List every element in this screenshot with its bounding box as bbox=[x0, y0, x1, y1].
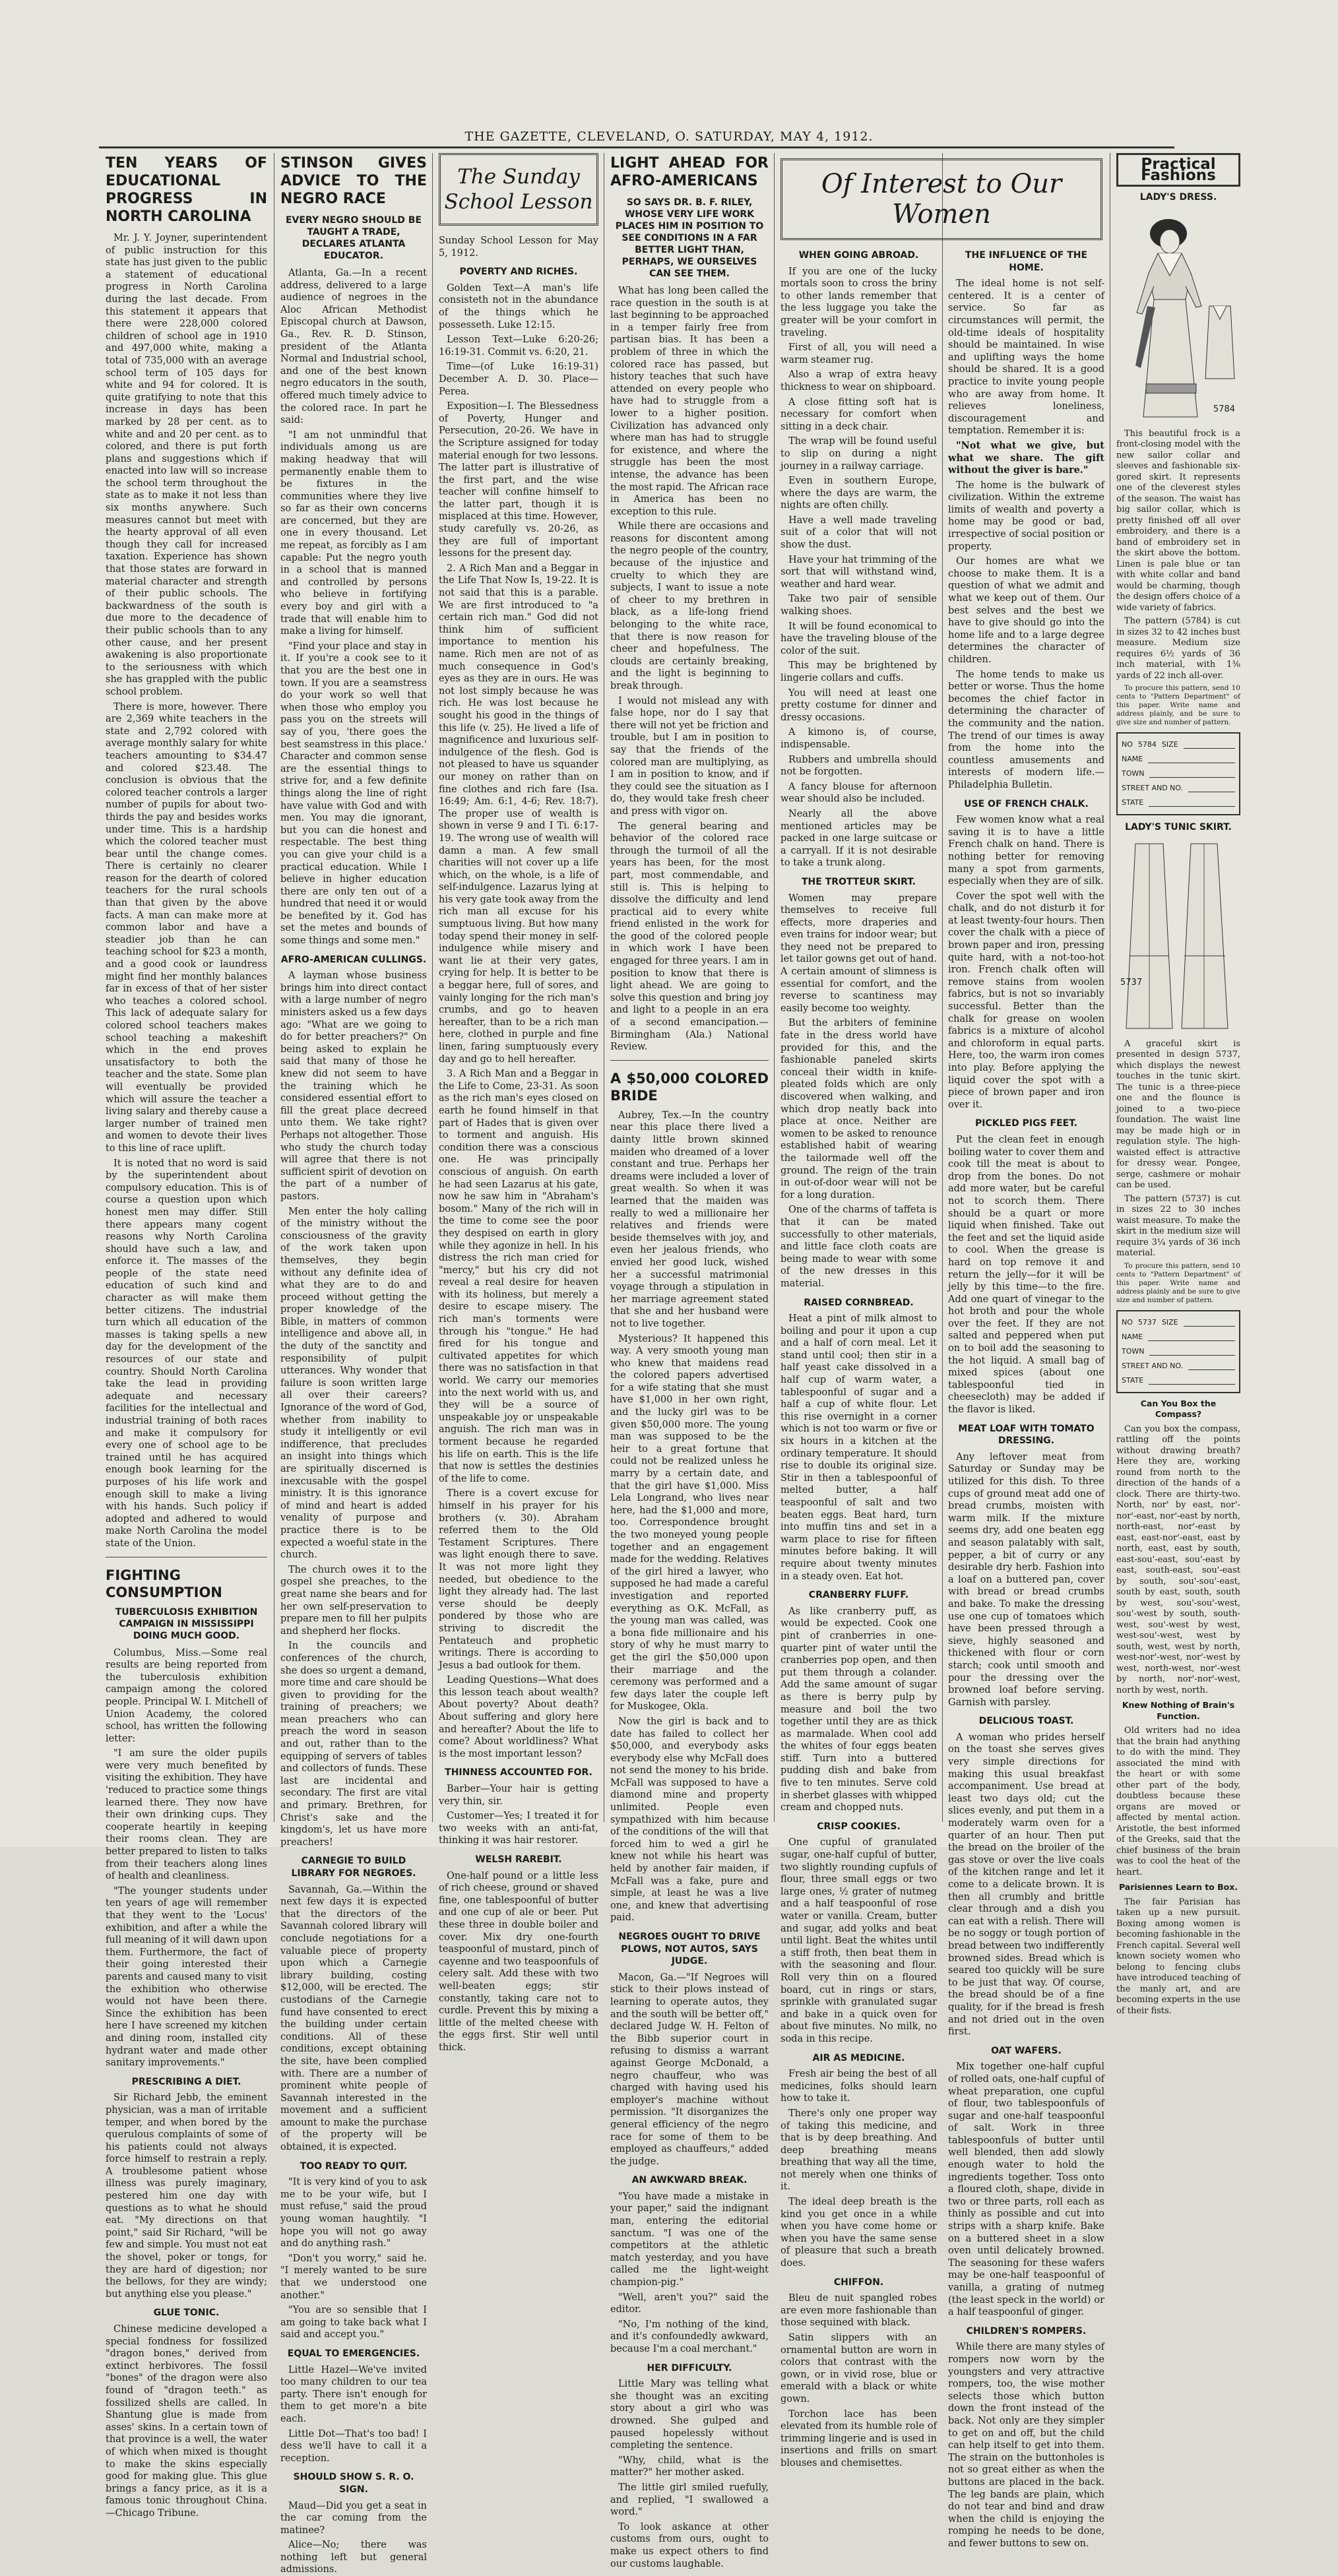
coupon-row bbox=[1122, 781, 1235, 796]
headline-poverty-and-riches: POVERTY AND RICHES. bbox=[459, 267, 578, 278]
paragraph: Exposition—I. The Blessedness of Poverty, Hunger and Persecution, 20-26. We have in the Scripture assigned for today material enough for two lessons. The latter part is illustrative of the first part, and the wise teacher will confine himself to the latter part, though it is misplaced at this time. However, study carefully vs. 20-26, as they are full of important lessons for the present day. bbox=[439, 401, 598, 559]
headline-delicious-toast: DELICIOUS TOAST. bbox=[978, 1716, 1074, 1727]
column-4 bbox=[610, 153, 769, 2569]
coupon-street-label: STREET AND NO. bbox=[1122, 1361, 1184, 1370]
order-coupon-5784[interactable] bbox=[1116, 732, 1240, 815]
headline-ladys-dress: LADY'S DRESS. bbox=[1139, 192, 1217, 203]
headline-influence-of-home: THE INFLUENCE OF THE HOME. bbox=[965, 250, 1088, 273]
headline-childrens-rompers: CHILDREN'S ROMPERS. bbox=[966, 2325, 1087, 2337]
paragraph: Savannah, Ga.—Within the next few days it is expected that the directors of the Savannah colored library will conclude negotiations for a valuable piece of property upon which a Carnegie library building, costing $12,000, will be erected. The custodians of the Carnegie fund have consented to erect the building under certain conditions. All of these conditions, except obtaining the site, have been complied with. There are a number of prominent white people of Savannah interested in the movement and a sufficient amount to make the purchase of the property will be obtained, it is expected. bbox=[280, 1884, 427, 2153]
paragraph: The fair Parisian has taken up a new pursuit. Boxing among women is becoming fashionable in the French capital. Several well known society women who belong to fencing clubs have introduced teaching of the manly art, and are becoming experts in the use of their fists. bbox=[1116, 1897, 1240, 2016]
paragraph: Heat a pint of milk almost to boiling and pour it upon a cup and a half of corn meal. Let it stand until cool; then stir in a half yeast cake dissolved in a half cup of warm water, a tablespoonful of sugar and a half a cup of white flour. Let this rise overnight in a corner which is not too warm or five or six hours in a kitchen at the ordinary temperature. It should rise to double its original size. Stir in then a tablespoonful of melted butter, a half teaspoonful of salt and two beaten eggs. Beat hard, turn into muffin tins and set in a warm place to rise for fifteen minutes before baking. It will require about twenty minutes in a steady oven. Eat hot. bbox=[780, 1313, 937, 1582]
headline-equal-to-emergencies: EQUAL TO EMERGENCIES. bbox=[287, 2348, 420, 2359]
column-rule bbox=[774, 153, 775, 1822]
paragraph: Old writers had no idea that the brain had anything to do with the mind. They associated the mind with the heart or with some other part of the body, doubtless because these organs are moved or affected by mental action. Aristotle, the best informed of the Greeks, said that the chief business of the brain was to cool the heat of the heart. bbox=[1116, 1726, 1240, 1877]
pattern-number: 5737 bbox=[1120, 978, 1143, 988]
paragraph: Sir Richard Jebb, the eminent physician, was a man of irritable temper, and when bored by the querulous complaints of some of his patients could not always force himself to restrain a reply. A troublesome patient whose illness was purely imaginary, pestered him one day with questions as to what he should eat. "My directions on that point," said Sir Richard, "will be few and simple. You must not eat the shovel, poker or tongs, for they are hard of digestion; nor the bellows, for they are windy; but anything else you please." bbox=[106, 2092, 267, 2300]
coupon-state-label: STATE bbox=[1122, 1375, 1144, 1385]
headline-awkward-break: AN AWKWARD BREAK. bbox=[631, 2175, 748, 2186]
coupon-street-field[interactable] bbox=[1188, 1359, 1235, 1370]
coupon-street-label: STREET AND NO. bbox=[1122, 784, 1184, 792]
paragraph: Macon, Ga.—"If Negroes will stick to their plows instead of learning to operate autos, they and the south will be better off," declared Judge W. H. Felton of the Bibb superior court in refusing to dismiss a warrant against George McDonald, a negro chauffeur, who was charged with having used his employer's machine without permission. "It disorganizes the general efficiency of the negro race for some of them to be employed as chauffeurs," added the judge. bbox=[610, 1972, 769, 2167]
headline-parisiennes-box: Parisiennes Learn to Box. bbox=[1118, 1882, 1238, 1892]
headline-colored-bride: A $50,000 COLORED BRIDE bbox=[610, 1070, 769, 1104]
headline-chiffon: CHIFFON. bbox=[833, 2277, 884, 2288]
paragraph: But the arbiters of feminine fate in the dress world have provided for this, and the fashionable paneled skirts conceal their width in knife-pleated folds which are only discovered when walking, and which drop neatly back into place at once. Neither are women to be asked to renounce established habit of wearing the tailormade well off the ground. The reign of the train in out-of-door wear will not be for a long duration. bbox=[780, 1018, 937, 1201]
paragraph: What has long been called the race question in the south is at last beginning to be approached in a temper fairly free from partisan bias. It has been a problem of three in which the colored race has passed, but history teaches that such have attended on every people who have had to struggle from a lower to a higher position. Civilization has advanced only where man has had to struggle for existence, and where the struggle has been the most intense, the advance has been the most rapid. The African race in America has been no exception to this rule. bbox=[610, 286, 769, 517]
coupon-no-value: 5737 bbox=[1137, 1317, 1157, 1327]
paragraph: "Don't you worry," said he. "I merely wanted to be sure that we understood one another." bbox=[280, 2253, 427, 2301]
headline-sro-sign: SHOULD SHOW S. R. O. SIGN. bbox=[293, 2472, 414, 2495]
paragraph: A layman whose business brings him into direct contact with a large number of negro ministers asked us a few days ago: "What are we going to do for better preachers?" On being asked to explain he said that many of those he knew did not seem to have the training which he considered essential effort to fill the great place decreed unto them. We take right? Perhaps not altogether. Those who study the church today will agree that there is not sufficient spirit of devotion on the part of a number of pastors. bbox=[280, 970, 427, 1202]
paragraph: To procure this pattern, send 10 cents to "Pattern Department" of this paper. Write name and address plainly and be sure to give size and number of pattern. bbox=[1116, 1261, 1240, 1304]
paragraph: Can you box the compass, rattling off the points without drawing breath? Here they are, working round from north to the direction of the hands of a clock. There are thirty-two. North, nor' by east, nor'-nor'-east, nor'-east by north, north-east, nor'-east by east, east-nor'-east, east by north, east, east by south, east-sou'-east, sou'-east by east, south-east, sou'-east by south, sou'-sou'-east, south by east, south, south by west, sou'-sou'-west, sou'-west by south, south-west, sou'-west by west, west-sou'-west, west by south, west, west by north, west-nor'-west, nor'-west by west, north-west, nor'-west by north, nor'-nor'-west, north by west, north. bbox=[1116, 1424, 1240, 1695]
headline-crisp-cookies: CRISP COOKIES. bbox=[817, 1821, 901, 1832]
column-6 bbox=[948, 249, 1104, 2549]
box-title-line-1: The Sunday bbox=[457, 165, 580, 189]
paragraph: As like cranberry puff, as would be expected. Cook one pint of cranberries in one-quarter pint of water until the cranberries pop open, and then put them through a colander. Add the same amount of sugar as there is berry pulp by measure and boil the two together until they are as thick as marmalade. When cool add the whites of four eggs beaten stiff. Turn into a buttered pudding dish and bake from five to ten minutes. Serve cold in sherbet glasses with whipped cream and chopped nuts. bbox=[780, 1606, 937, 1813]
paragraph: "Why, child, what is the matter?" her mother asked. bbox=[610, 2455, 769, 2478]
paragraph: Little Dot—That's too bad! I dess we'll have to call it a reception. bbox=[280, 2428, 427, 2464]
paragraph: Satin slippers with an ornamental button are worn in colors that contrast with the gown, or in vivid rose, blue or emerald with a black or white gown. bbox=[780, 2333, 937, 2404]
coupon-state-label: STATE bbox=[1122, 798, 1144, 807]
paragraph: "I am not unmindful that individuals among us are making headway that will permanently enable them to be fixtures in the communities where they live so far as their own concerns are concerned, but they are one in every thousand. Let me repeat, as forcibly as I am capable: Put the negro youth in a school that is manned and controlled by persons who believe in fortifying every boy and girl with a trade that will enable him to make a living for himself. bbox=[280, 429, 427, 637]
paragraph: First of all, you will need a warm steamer rug. bbox=[780, 342, 937, 365]
subhead: SO SAYS DR. B. F. RILEY, WHOSE VERY LIFE WORK PLACES HIM IN POSITION TO SEE CONDITIONS IN A FAR BETTER LIGHT THAN, PERHAPS, WE OURSELVES CAN SEE THEM. bbox=[615, 197, 764, 279]
paragraph: A fancy blouse for afternoon wear should also be included. bbox=[780, 781, 937, 805]
practical-fashions-banner: Practical Fashions bbox=[1116, 153, 1240, 187]
coupon-size-field[interactable] bbox=[1184, 1315, 1235, 1327]
paragraph: Cover the spot well with the chalk, and do not disturb it for at least twenty-four hours. Then cover the chalk with a piece of brown paper and iron, pressing quite hard, with a not-too-hot iron. French chalk often will remove stains from woolen fabrics, but is not so invariably successful. Better than the chalk for grease on woolen fabrics is a mixture of alcohol and chloroform in equal parts. Here, too, the warm iron comes into play. Before applying the liquid cover the spot with a piece of brown paper and iron over it. bbox=[948, 891, 1104, 1110]
paragraph: Take two pair of sensible walking shoes. bbox=[780, 594, 937, 617]
coupon-size-label: SIZE bbox=[1161, 740, 1178, 749]
paragraph: 2. A Rich Man and a Beggar in the Life That Now Is, 19-22. It is not said that this is a parable. We are first introduced to "a certain rich man." God did not think him of sufficient importance to mention his name. Rich men are not of as much consequence in God's eyes as they are in ours. He was not lost simply because he was rich. He was lost because he sought his good in the things of this life (v. 25). He lived a life of magnificence and luxurious self-indulgence of the flesh. God is not pleased to have us squander our money on rather than on fine clothes and rich fare (Isa. 16:49; Am. 6:1, 4-6; Rev. 18:7). The proper use of wealth is shown in verse 9 and I Ti. 6:17-19. The wrong use of wealth will damn a man. A few small charities will not cover up a life which, on the whole, is a life of self-indulgence. Lazarus lying at his very gate took away from the rich man all excuse for his sumptuous living. But how many today spend their money in self-indulgence while misery and want lie at their very gates, crying for help. It is better to be a beggar here, full of sores, and vainly longing for the rich man's crumbs, and go to heaven hereafter, than to be a rich man here, clothed in purple and fine linen, faring sumptuously every day and go to hell hereafter. bbox=[439, 563, 598, 1065]
paragraph: One-half pound or a little less of rich cheese, ground or shaved fine, one tablespoonful of butter and one cup of ale or beer. Put these three in double boiler and cover. Mix dry one-fourth teaspoonful of mustard, pinch of cayenne and two teaspoonfuls of celery salt. Add these with two well-beaten eggs; stir constantly, taking care not to curdle. Prevent this by mixing a little of the melted cheese with the eggs first. Stir well until thick. bbox=[439, 1870, 598, 2053]
coupon-row bbox=[1122, 1344, 1235, 1359]
paragraph: Alice—No; there was nothing left but general admissions. bbox=[280, 2540, 427, 2575]
paragraph: Atlanta, Ga.—In a recent address, delivered to a large audience of negroes in the Aloc African Methodist Episcopal church at Dawson, Ga., Rev. R. D. Stinson, president of the Atlanta Normal and Industrial school, and one of the best known negro educators in the south, offered much timely advice to the colored race. In part he said: bbox=[280, 268, 427, 426]
paragraph: Fresh air being the best of all medicines, folks should learn how to take it. bbox=[780, 2069, 937, 2104]
paragraph: While there are many styles of rompers now worn by the youngsters and very attractive rompers, too, the wise mother selects those which button down the front instead of the back. Not only are they simpler to get on and off, but the child can help itself to get into them. The strain on the buttonholes is not so great either as when the buttons are placed in the back. The leg bands are plain, which do not tear and bind and draw when the child is enjoying the romping he needs to be done, and fewer buttons to sew on. bbox=[948, 2342, 1104, 2549]
paragraph: Aubrey, Tex.—In the country near this place there lived a dainty little brown skinned maiden who dreamed of a lover constant and true. Perhaps her dreams were included a lover of great wealth. So when it was learned that the maiden was really to wed a millionaire her relatives and friends were beside themselves with joy, and even her jealous friends, who envied her good luck, wished her a successful matrimonial voyage through a stipulation in her marriage agreement stated that she and her husband were not to live together. bbox=[610, 1110, 769, 1329]
paragraph: Columbus, Miss.—Some real results are being reported from the tuberculosis exhibition campaign among the colored people. Principal W. I. Mitchell of Union Academy, the colored school, has written the following letter: bbox=[106, 1647, 267, 1744]
coupon-row bbox=[1122, 752, 1235, 767]
paragraph: Torchon lace has been elevated from its humble role of trimming lingerie and is used in insertions and frills on smart blouses and chemisettes. bbox=[780, 2408, 937, 2468]
paragraph: To procure this pattern, send 10 cents to "Pattern Department" of this paper. Write name and address plainly, and be sure to give size and number of pattern. bbox=[1116, 684, 1240, 726]
headline-oat-wafers: OAT WAFERS. bbox=[991, 2045, 1062, 2056]
coupon-row bbox=[1122, 738, 1235, 752]
paragraph: There is a covert excuse for himself in his prayer for his brothers (v. 30). Abraham referred them to the Old Testament Scriptures. There was light enough there to save. It was not more light they needed, but obedience to the light they already had. The last verse should be deeply pondered by those who are striving to discredit the Pentateuch and prophetic writings. There is according to Jesus a bad outlook for them. bbox=[439, 1488, 598, 1671]
dress-figure-icon bbox=[1117, 207, 1240, 425]
subhead: EVERY NEGRO SHOULD BE TAUGHT A TRADE, DECLARES ATLANTA EDUCATOR. bbox=[285, 215, 422, 261]
headline-ladys-tunic-skirt: LADY'S TUNIC SKIRT. bbox=[1125, 822, 1232, 832]
column-rule bbox=[432, 153, 433, 1822]
headline-carnegie-library: CARNEGIE TO BUILD LIBRARY FOR NEGROES. bbox=[291, 1856, 416, 1879]
paragraph: A close fitting soft hat is necessary for comfort when sitting in a deck chair. bbox=[780, 396, 937, 432]
paragraph: The general bearing and behavior of the colored race through the turmoil of all the years has been, for the most part, most commendable, and still is. This is helping to dissolve the difficulty and lend practical aid to every white friend enlisted in the work for the good of the colored people in which work I have been engaged for three years. I am in position to know that there is light ahead. We are going to solve this question and bring joy and light to a people in an era of a second emancipation.—Birmingham (Ala.) National Review. bbox=[610, 821, 769, 1053]
running-head: THE GAZETTE, CLEVELAND, O. SATURDAY, MAY 4, 1912. bbox=[464, 129, 874, 144]
paragraph: A kimono is, of course, indispensable. bbox=[780, 727, 937, 750]
paragraph: Have a well made traveling suit of a color that will not show the dust. bbox=[780, 515, 937, 551]
paragraph: Mix together one-half cupful of rolled oats, one-half cupful of wheat preparation, one cupful of flour, two tablespoonfuls of sugar and one-half teaspoonful of salt. Work in three tablespoonfuls of butter until well blended, then add slowly enough water to hold the ingredients together. Toss onto a floured cloth, shape, divide in two or three parts, roll each as thinly as possible and cut into strips with a sharp knife. Bake on a buttered sheet in a slow oven until delicately browned. The seasoning for these wafers may be one-half teaspoonful of vanilla, a grating of nutmeg (the least speck in the world) or a half teaspoonful of ginger. bbox=[948, 2061, 1104, 2318]
paragraph: Any leftover meat from Saturday or Sunday may be utilized for this dish. To three cups of ground meat add one of bread crumbs, moisten with warm milk. If the mixture seems dry, add one beaten egg and season palatably with salt, pepper, a bit of curry or any desirable dry herb. Fashion into a loaf on a buttered pan, cover with bread or bread crumbs and bake. To make the dressing use one cup of tomatoes which have been pressed through a sieve, highly seasoned and thickened with flour or corn starch; cook until smooth and pour the dressing over the browned loaf before serving. Garnish with parsley. bbox=[948, 1451, 1104, 1708]
paragraph: Our homes are what we choose to make them. It is a question of what we admit and what we keep out of them. Our best selves and the best we have to give should go into the home life and to a large degree determines the character of children. bbox=[948, 556, 1104, 665]
paragraph: "No, I'm nothing of the kind, and it's confoundedly awkward, because I'm a coal merchant." bbox=[610, 2319, 769, 2354]
paragraph: To look askance at other customs from ours, ought to make us expect others to find our customs laughable. bbox=[610, 2521, 769, 2569]
paragraph: One of the charms of taffeta is that it can be mated successfully to other materials, and little face cloth coats are being made to wear with some of the new dresses in this material. bbox=[780, 1205, 937, 1289]
headline-stinson-advice: STINSON GIVES ADVICE TO THE NEGRO RACE bbox=[280, 155, 427, 207]
dress-illustration bbox=[1116, 207, 1240, 425]
paragraph: The ideal home is not self-centered. It is a center of service. So far as circumstances will permit, the old-time ideals of hospitality should be maintained. In wise and uplifting ways the home should be shared. It is a good practice to invite young people who are away from home. It relieves loneliness, discouragement and temptation. Remember it is: bbox=[948, 278, 1104, 437]
headline-air-as-medicine: AIR AS MEDICINE. bbox=[812, 2052, 905, 2063]
skirt-illustration bbox=[1116, 837, 1240, 1035]
paragraph: "Well, aren't you?" said the editor. bbox=[610, 2292, 769, 2315]
paragraph: You will need at least one pretty costume for dinner and dressy occasions. bbox=[780, 687, 937, 723]
paragraph: Chinese medicine developed a special fondness for fossilized "dragon bones," derived from extinct herbivores. The fossil "bones" of the dragon were also found of "dragon teeth." as fossilized shells are called. In Shantung glue is made from asses' skins. In a certain town of that province is a well, the water of which when mixed is thought to make the skins especially good for making glue. This glue brings a fancy price, as it is a famous tonic throughout China.—Chicago Tribune. bbox=[106, 2324, 267, 2519]
quote: "Not what we give, but what we share. The gift without the giver is bare." bbox=[948, 439, 1104, 476]
paragraph: The church owes it to the gospel she preaches, to the great name she bears and for her own self-preservation to prepare men to fill her pulpits and shepherd her flocks. bbox=[280, 1564, 427, 1637]
paragraph: This beautiful frock is a front-closing model with the new sailor collar and sleeves and fashionable six-gored skirt. It represents one of the cleverest styles of the season. The waist has big sailor collar, which is pretty finished off all over embroidery, and there is a band of embroidery set in the skirt above the bottom. Linen is pale blue or tan with white collar and band would be charming, though the design offers choice of a wide variety of fabrics. bbox=[1116, 428, 1240, 613]
headline-prescribing-diet: PRESCRIBING A DIET. bbox=[131, 2076, 241, 2087]
paragraph: "I am sure the older pupils were very much benefited by visiting the exhibition. They have 'reduced to practice some things learned there. They now have their own drinking cups. They cooperate heartily in keeping their rooms clean. They are better prepared to listen to talks from their teachers along lines of health and cleanliness. bbox=[106, 1748, 267, 1882]
coupon-row bbox=[1122, 1373, 1235, 1388]
coupon-town-label: TOWN bbox=[1122, 769, 1145, 778]
coupon-no-value: 5784 bbox=[1137, 740, 1157, 749]
paragraph: "Find your place and stay in it. If you're a cook see to it that you are the best one in town. If you are a seamstress do your work so well that when those who employ you pass you on the streets will say of you, 'there goes the best seamstress in this place.' Character and common sense are the essential things to strive for, and a few definite things along the line of right have value with God and with men. You may die ignorant, but you can die honest and respectable. The best thing you can give your child is a practical education. While I believe in higher education there are only ten out of a hundred that need it or would be benefited by it. God has set the metes and bounds of some things and some men." bbox=[280, 641, 427, 947]
box-title-line-2: School Lesson bbox=[444, 190, 593, 214]
coupon-town-label: TOWN bbox=[1122, 1346, 1145, 1356]
coupon-name-field[interactable] bbox=[1148, 752, 1235, 763]
paragraph: The pattern (5784) is cut in sizes 32 to 42 inches bust measure. Medium size requires 6½ yards of 36 inch material, with 1⅜ yards of 22 inch all-over. bbox=[1116, 616, 1240, 681]
coupon-name-field[interactable] bbox=[1148, 1330, 1235, 1341]
paragraph: Customer—Yes; I treated it for two weeks with an anti-fat, thinking it was hair restorer. bbox=[439, 1811, 598, 1846]
coupon-row bbox=[1122, 796, 1235, 810]
sunday-school-lesson-box bbox=[439, 153, 598, 226]
paragraph: A graceful skirt is presented in design 5737, which displays the newest touches in the tunic skirt. The tunic is a three-piece one and the flounce is joined to a two-piece foundation. The waist line may be made high or in regulation style. The high-waisted effect is attractive for dressy wear. Pongee, serge, cashmere or mohair can be used. bbox=[1116, 1038, 1240, 1190]
paragraph: The home is the bulwark of civilization. Within the extreme limits of wealth and poverty a home may be good or bad, irrespective of social position or property. bbox=[948, 480, 1104, 552]
paragraph: "It is very kind of you to ask me to be your wife, but I must refuse," said the proud young woman haughtily. "I hope you will not go away and do anything rash." bbox=[280, 2177, 427, 2249]
coupon-state-field[interactable] bbox=[1149, 1373, 1235, 1385]
paragraph: Golden Text—A man's life consisteth not in the abundance of the things which he possesseth. Luke 12:15. bbox=[439, 282, 598, 330]
paragraph: In the councils and conferences of the church, she does so urgent a demand, more time and care should be given to providing for the training of preachers; we mean preachers who can preach the word in season and out, rather than to the equipping of servers of tables and collectors of funds. These last are incidental and secondary. The first are vital and primary. Brethren, for Christ's sake and the kingdom's, let us have more preachers! bbox=[280, 1641, 427, 1848]
headline-afro-american-cullings: AFRO-AMERICAN CULLINGS. bbox=[280, 954, 427, 965]
paragraph: "You have made a mistake in your paper," said the indignant man, entering the editorial sanctum. "I was one of the competitors at the athletic match yesterday, and you have called me the light-weight champion-pig." bbox=[610, 2191, 769, 2288]
headline-thinness: THINNESS ACCOUNTED FOR. bbox=[445, 1767, 592, 1778]
headline-french-chalk: USE OF FRENCH CHALK. bbox=[964, 798, 1089, 809]
coupon-name-label: NAME bbox=[1122, 755, 1143, 763]
coupon-town-field[interactable] bbox=[1149, 1344, 1235, 1356]
column-7 bbox=[1116, 153, 1240, 2016]
paragraph: Time—(of Luke 16:19-31) December A. D. 30. Place—Perea. bbox=[439, 361, 598, 397]
coupon-no-label: NO bbox=[1122, 740, 1133, 749]
paragraph: If you are one of the lucky mortals soon to cross the briny to other lands remember that the less luggage you take the greater will be your comfort in traveling. bbox=[780, 266, 937, 338]
coupon-size-label: SIZE bbox=[1161, 1317, 1178, 1327]
coupon-row bbox=[1122, 767, 1235, 781]
paragraph: Rubbers and umbrella should not be forgotten. bbox=[780, 754, 937, 778]
paragraph: It is noted that no word is said by the superintendent about compulsory education. This is of course a question upon which honest men may differ. Still there appears many cogent reasons why North Carolina should have such a law, and enforce it. The masses of the people of the state need education of such kind and character as will make them better citizens. The industrial turn which all education of the masses is taking spells a new day for the development of the resources of our state and country. Should North Carolina take the lead in providing adequate and necessary facilities for the intellectual and industrial training of both races and make it compulsory for every one of school age to be trained until he has acquired enough book learning for the purposes of his life work and enough skill to make a living with his hands. Such policy if adopted and adhered to would make North Carolina the model state of the Union. bbox=[106, 1158, 267, 1549]
paragraph: Men enter the holy calling of the ministry without the consciousness of the gravity of the work taken upon themselves, they begin without any definite idea of what they are to do and proceed without getting the proper knowledge of the Bible, in matters of common intelligence and above all, in the duty of the sanctity and responsibility of pulpit utterances. Why wonder that failure is soon written large all over their careers? Ignorance of the word of God, whether from inability to study it intelligently or evil indifference, that precludes an insight into things which are spiritually discerned is inexcusable with the gospel ministry. It is this ignorance of mind and heart is added venality of purpose and practice there is to be expected a woeful state in the church. bbox=[280, 1206, 427, 1561]
paragraph: Leading Questions—What does this lesson teach about wealth? About poverty? About death? About suffering and glory here and hereafter? About the life to come? About worldliness? What is the most important lesson? bbox=[439, 1675, 598, 1759]
paragraph: "You are so sensible that I am going to take back what I said and accept you." bbox=[280, 2305, 427, 2340]
headline-cranberry-fluff: CRANBERRY FLUFF. bbox=[808, 1590, 909, 1601]
coupon-row bbox=[1122, 1359, 1235, 1373]
coupon-street-field[interactable] bbox=[1188, 781, 1235, 792]
headline-welsh-rarebit: WELSH RAREBIT. bbox=[475, 1854, 562, 1865]
coupon-row bbox=[1122, 1315, 1235, 1330]
paragraph: While there are occasions and reasons for discontent among the negro people of the country, because of the injustice and cruelty to which they are subjects, I want to issue a note of cheer to my brethren in black, as a life-long friend belonging to the white race, that there is now reason for cheer and hopefulness. The clouds are certainly breaking, and the light is beginning to break through. bbox=[610, 521, 769, 691]
headline-plows-not-autos: NEGROES OUGHT TO DRIVE PLOWS, NOT AUTOS, SAYS JUDGE. bbox=[618, 1932, 761, 1967]
headline-pickled-pigs-feet: PICKLED PIGS FEET. bbox=[975, 1118, 1077, 1129]
paragraph: The ideal deep breath is the kind you get once in a while when you have come home or when you have the same sense of pleasure that such a breath does. bbox=[780, 2197, 937, 2269]
paragraph: A woman who prides herself on the toast she serves gives very simple directions for making this usual breakfast accompaniment. Use bread at least two days old; cut the slices evenly, and put them in a moderately warm oven for a quarter of an hour. Then put the bread on the broiler of the gas stove or over the live coals of the kitchen range and let it come to a delicate brown. It is then all crumbly and brittle clear through and a dish you can eat with a relish. There will be no soggy or tough portion of bread between two indifferently browned sides. Bread which is seared too quickly will be sure to be just that way. Of course, the bread should be of a fine quality, for if the bread is fresh and not dried out in the oven first. bbox=[948, 1732, 1104, 2038]
paragraph: Barber—Your hair is getting very thin, sir. bbox=[439, 1784, 598, 1807]
paragraph: Nearly all the above mentioned articles may be packed in one large suitcase or a carryall. If it is not desirable to take a trunk along. bbox=[780, 808, 937, 869]
paragraph: Few women know what a real saving it is to have a little French chalk on hand. There is nothing better for removing many a spot from garments, especially when they are of silk. bbox=[948, 815, 1104, 887]
headline-raised-cornbread: RAISED CORNBREAD. bbox=[804, 1297, 914, 1308]
headline-too-ready-to-quit: TOO READY TO QUIT. bbox=[300, 2160, 408, 2172]
headline-trotteur-skirt: THE TROTTEUR SKIRT. bbox=[802, 876, 916, 887]
paragraph: 3. A Rich Man and a Beggar in the Life to Come, 23-31. As soon as the rich man's eyes closed on earth he found himself in that part of Hades that is given over to torment and anguish. His condition there was a conscious one. He was principally conscious of anguish. On earth he had seen Lazarus at his gate, now he saw him in "Abraham's bosom." Many of the rich will in the time to come see the poor they despised on earth in glory while they agonize in hell. In his distress the rich man cried for "mercy," but his cry did not reveal a real desire for heaven with its holiness, but merely a desire to escape misery. The rich man's torments were through his "tongue." He had fired for his tongue and cultivated appetites for which there was no satisfaction in that world. We carry our memories into the next world with us, and they will be a source of unspeakable joy or unspeakable anguish. The rich man was in torment because he regarded his life on earth. This is the life that now is settles the destinies of the life to come. bbox=[439, 1069, 598, 1484]
headline-light-ahead: LIGHT AHEAD FOR AFRO-AMERICANS bbox=[610, 155, 769, 189]
paragraph: There is more, however. There are 2,369 white teachers in the state and 2,792 colored with average monthly salary for white teachers amounting to $34.47 and colored $23.48. The conclusion is obvious that the colored teacher controls a larger number of pupils for about two-thirds the pay and besides works under time. This is a hardship which the colored teacher must bear until the change comes. There is certainly no clearer reason for the dearth of colored teachers for the rural schools than that given by the above facts. A man can make more at common labor and have a steadier job than he can teaching school for $23 a month, and a good cook or laundress might find her monthly balances far in excess of that of her sister who teaches a colored school. This lack of adequate salary for colored school teachers makes school teaching a makeshift which in the end proves unsatisfactory to both the teacher and the state. Some plan will eventually be provided which will assure the teacher a living salary and thereby cause a larger number of trained men and women to devote their lives to this line of race uplift. bbox=[106, 701, 267, 1154]
paragraph: Little Hazel—We've invited too many children to our tea party. There isn't enough for them to get more'n a bite each. bbox=[280, 2364, 427, 2424]
banner-title: Of Interest to Our Women bbox=[821, 169, 1062, 230]
order-coupon-5737[interactable] bbox=[1116, 1310, 1240, 1393]
paragraph: One cupful of granulated sugar, one-half cupful of butter, two slightly rounding cupfuls of flour, three small eggs or two large ones, ½ grater of nutmeg and a half teaspoonful of rose water or vanilla. Cream, butter and sugar, add yolks and beat until light. Beat the whites until a stiff froth, then beat them in with the seasoning and flour. Roll very thin on a floured board, cut in rings or stars, sprinkle with granulated sugar and bake in a quick oven for about five minutes. No milk, no soda in this recipe. bbox=[780, 1837, 937, 2044]
paragraph: Mysterious? It happened this way. A very smooth young man who knew that maidens read the colored papers advertised for a wife stating that she must have $1,000 in her own right, and the lucky girl was to be given $50,000 more. The young man was supposed to be the heir to a great fortune that could not be realized unless he marry by a certain date, and that the girl have $1,000. Miss Lela Longrand, who lives near here, had the $1,000 and more, too. Correspondence brought the two moneyed young people together and an engagement made for the wedding. Relatives of the girl hired a lawyer, who supposed he had made a careful investigation and reported everything as O.K. McFall, as the young man was called, was a bona fide millionaire and his story of why he must marry to get the girl the $50,000 upon their marriage and the ceremony was performed and a few days later the couple left for Muskogee, Okla. bbox=[610, 1333, 769, 1712]
lesson-intro: Sunday School Lesson for May 5, 1912. bbox=[439, 236, 598, 259]
paragraph: Lesson Text—Luke 6:20-26; 16:19-31. Commit vs. 6:20, 21. bbox=[439, 334, 598, 358]
paragraph: The pattern (5737) is cut in sizes 22 to 30 inches waist measure. To make the skirt in the medium size will require 3¼ yards of 36 inch material. bbox=[1116, 1193, 1240, 1258]
headline-meat-loaf: MEAT LOAF WITH TOMATO DRESSING. bbox=[958, 1423, 1095, 1447]
paragraph: Bleu de nuit spangled robes are even more fashionable than those sequined with black. bbox=[780, 2293, 937, 2329]
paragraph: Have your hat trimming of the sort that will withstand wind, weather and hard wear. bbox=[780, 554, 937, 590]
pattern-number: 5784 bbox=[1213, 404, 1235, 414]
coupon-no-label: NO bbox=[1122, 1317, 1133, 1327]
paragraph: There's only one proper way of taking this medicine, and that is by deep breathing. And deep breathing means breathing that way all the time, not merely when one thinks of it. bbox=[780, 2108, 937, 2193]
coupon-size-field[interactable] bbox=[1184, 738, 1235, 749]
column-rule bbox=[942, 153, 943, 1822]
paragraph: Even in southern Europe, where the days are warm, the nights are often chilly. bbox=[780, 476, 937, 511]
header-rule bbox=[99, 146, 1174, 148]
paragraph: Little Mary was telling what she thought was an exciting story about a girl who was drowned. She gulped and paused hopelessly without completing the sentence. bbox=[610, 2379, 769, 2451]
headline-box-the-compass: Can You Box the Compass? bbox=[1140, 1398, 1217, 1419]
paragraph: Maud—Did you get a seat in the car coming from the matinee? bbox=[280, 2500, 427, 2536]
subhead: TUBERCULOSIS EXHIBITION CAMPAIGN IN MISSISSIPPI DOING MUCH GOOD. bbox=[115, 1606, 258, 1641]
column-1 bbox=[106, 153, 267, 2519]
paragraph: Mr. J. Y. Joyner, superintendent of public instruction for this state has just given to the public a statement of educational progress in North Carolina during the last decade. From this statement it appears that there were 228,000 colored children of school age in 1910 and 497,000 white, making a total of 735,000 with an average school term of 105 days for white and 94 for colored. It is quite gratifying to note that this increase in days has been marked by 28 per cent. as to white and and 20 per cent. as to colored, and there is put forth plans and suggestions which if enacted into law will so increase the school term throughout the state as to make it not less than six months anywhere. Such measures cannot but meet with the hearty approval of all even though they call for increased taxation. Experience has shown that those states are forward in material character and strength of their public schools. The backwardness of the south is due more to the decadence of their public schools than to any other cause, and her present awakening is also proportionate to the seriousness with which she has grappled with the public school problem. bbox=[106, 233, 267, 697]
paragraph: Also a wrap of extra heavy thickness to wear on shipboard. bbox=[780, 369, 937, 393]
column-5 bbox=[780, 249, 937, 2468]
headline-glue-tonic: GLUE TONIC. bbox=[153, 2308, 220, 2319]
paragraph: Put the clean feet in enough boiling water to cover them and cook till the meat is about to drop from the bones. Do not add more water, but be careful not to scorch them. There should be a quart or more liquid when finished. Take out the feet and set the liquid aside to cool. When the grease is hard on top remove it and return the jelly—for it will be jelly by this time—to the fire. Add one quart of vinegar to the hot broth and pour the whole over the feet. If they are not salted and peppered when put on to boil add the seasoning to the hot liquid. A small bag of mixed spices (about one tablespoonful tied in cheesecloth) may be added if the flavor is liked. bbox=[948, 1134, 1104, 1416]
paragraph: Women may prepare themselves to receive full effects, more draperies and even trains for indoor wear; but they need not be prepared to let tailor gowns get out of hand. A certain amount of slimness is essential for comfort, and the reverse to scantiness may easily become too weighty. bbox=[780, 893, 937, 1014]
divider bbox=[610, 1060, 769, 1061]
paragraph: The little girl smiled ruefully, and replied, "I swallowed a word." bbox=[610, 2482, 769, 2518]
coupon-town-field[interactable] bbox=[1149, 767, 1235, 778]
paragraph: Now the girl is back and to date has failed to collect her $50,000, and everybody asks everybody else why McFall does not send the money to his bride. McFall was supposed to have a diamond mine and property unlimited. People even sympathized with him because of the conditions of the will that forced him to wed a girl he knew not while his heart was held by another fair maiden, if McFall was a fake, pure and simple, at least he was a live one, and knew that advertising paid. bbox=[610, 1716, 769, 1924]
paragraph: I would not mislead any with false hope, nor do I say that there will not yet be friction and trouble, but I am in position to say that the friends of the colored man are multiplying, as I am in position to know, and if they could see the situation as I do, they would take fresh cheer and press with vigor on. bbox=[610, 695, 769, 817]
paragraph: This may be brightened by lingerie collars and cuffs. bbox=[780, 660, 937, 683]
skirt-figure-icon bbox=[1117, 837, 1240, 1035]
paragraph: It will be found economical to have the traveling blouse of the color of the suit. bbox=[780, 621, 937, 656]
women-section-banner bbox=[780, 158, 1102, 240]
coupon-name-label: NAME bbox=[1122, 1332, 1143, 1341]
paragraph: "The younger students under ten years of age will remember that they went to the 'Locus' exhibition, and after a while the full meaning of it will dawn upon them. Furthermore, the fact of their going interested their parents and caused many to visit the exhibition who otherwise would not have been there. Since the exhibition has been here I have screened my kitchen and dining room, installed city hydrant water and made other sanitary improvements." bbox=[106, 1885, 267, 2069]
headline-educational-progress: TEN YEARS OF EDUCATIONAL PROGRESS IN NORTH CAROLINA bbox=[106, 155, 267, 225]
headline-going-abroad: WHEN GOING ABROAD. bbox=[798, 250, 919, 261]
column-2 bbox=[280, 153, 427, 2575]
column-3 bbox=[439, 153, 598, 2053]
headline-fighting-consumption: FIGHTING CONSUMPTION bbox=[106, 1567, 222, 1600]
headline-brain-function: Knew Nothing of Brain's Function. bbox=[1122, 1700, 1235, 1721]
paragraph: The home tends to make us better or worse. Thus the home becomes the chief factor in determining the character of the community and the nation. The trend of our times is away from the home into the countless amusements and interests of modern life.—Philadelphia Bulletin. bbox=[948, 669, 1104, 790]
coupon-state-field[interactable] bbox=[1149, 796, 1235, 807]
headline-her-difficulty: HER DIFFICULTY. bbox=[647, 2362, 732, 2373]
paragraph: The wrap will be found useful to slip on during a night journey in a railway carriage. bbox=[780, 436, 937, 472]
coupon-row bbox=[1122, 1330, 1235, 1344]
